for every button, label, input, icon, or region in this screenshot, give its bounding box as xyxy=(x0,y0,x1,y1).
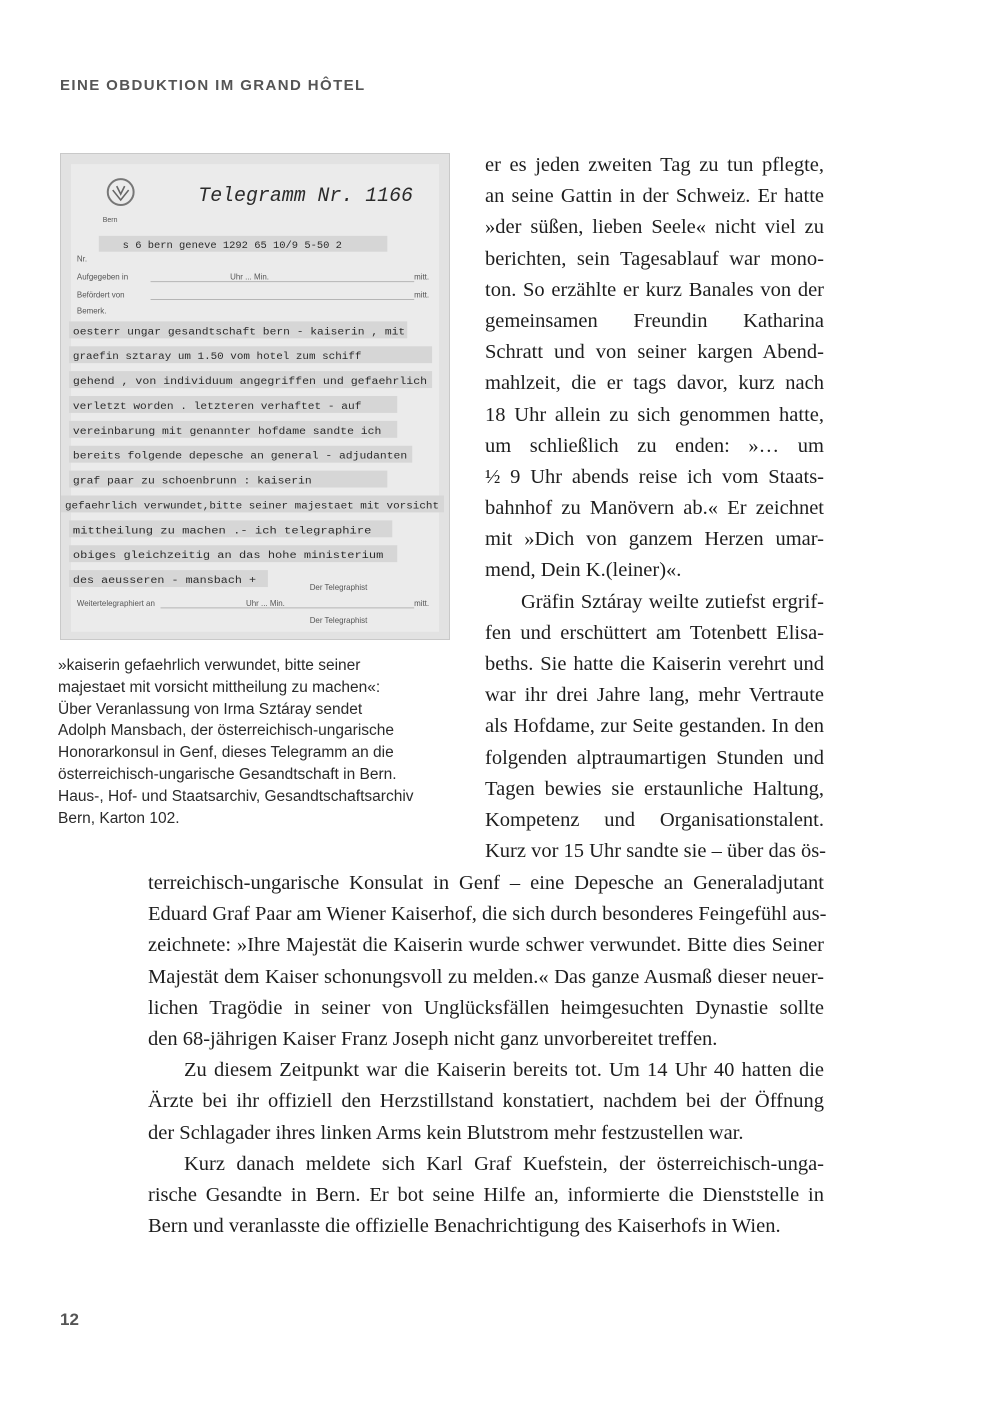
text-line: bahnhof zu Manövern ab.« Er zeichnet xyxy=(485,497,824,520)
text-line: ton. So erzählte er kurz Banales von der xyxy=(485,278,824,301)
text-line: mit »Dich von ganzem Herzen umar- xyxy=(485,528,824,551)
svg-text:mitt.: mitt. xyxy=(414,598,430,608)
text-line: Majestät dem Kaiser schonungsvoll zu melden.« Das ganze Ausmaß dieser neuer- xyxy=(148,965,824,988)
text-line: Kurz vor 15 Uhr sandte sie – über das ös- xyxy=(485,840,827,863)
telegram-line: des aeusseren - mansbach + xyxy=(72,575,256,588)
svg-text:Uhr ... Min.: Uhr ... Min. xyxy=(246,598,285,608)
text-line: 18 Uhr allein zu sich genommen hatte, xyxy=(485,403,824,426)
text-line: zeichnete: »Ihre Majestät die Kaiserin wurde schwer verwundet. Bitte dies Seiner xyxy=(148,934,824,957)
text-line: um schließlich zu enden: »… um xyxy=(485,434,824,457)
text-line: mahlzeit, die er tags davor, kurz nach xyxy=(485,372,824,395)
telegram-photo xyxy=(60,153,450,640)
caption-line: Honorarkonsul in Genf, dieses Telegramm an die xyxy=(58,744,394,762)
svg-text:Uhr ... Min.: Uhr ... Min. xyxy=(230,272,269,282)
text-line: terreichisch-ungarische Konsulat in Genf – eine Depesche an Generaladjutant xyxy=(148,872,824,894)
text-line: den 68-jährigen Kaiser Franz Joseph nicht ganz unvorbereitet treffen. xyxy=(148,1027,718,1050)
text-line: gemeinsamen Freundin Katharina xyxy=(485,309,824,332)
body-text-full-width xyxy=(148,868,827,1242)
text-line: war ihr drei Jahre lang, mehr Vertraute xyxy=(485,684,824,707)
caption-line: »kaiserin gefaehrlich verwundet, bitte seiner xyxy=(58,657,361,674)
text-line: Schratt und von seiner kargen Abend- xyxy=(485,341,824,364)
svg-text:Nr.: Nr. xyxy=(76,254,88,264)
caption-line: Über Veranlassung von Irma Sztáray sendet xyxy=(58,700,363,718)
text-line: Tagen bewies sie erstaunliche Haltung, xyxy=(485,777,824,800)
telegram-line: gefaehrlich verwundet,bitte seiner majestaet mit vorsicht xyxy=(64,500,440,513)
text-line: als Hofdame, zur Seite gestanden. In den xyxy=(485,715,824,738)
svg-text:Befördert von: Befördert von xyxy=(76,290,125,300)
text-line: er es jeden zweiten Tag zu tun pflegte, xyxy=(485,154,824,176)
text-line: der Schlagader ihres linken Arms kein Blutstrom mehr festzustellen war. xyxy=(148,1121,744,1144)
text-line: Kompetenz und Organisationstalent. xyxy=(485,808,824,831)
telegram-line: bereits folgende depesche an general - adjudanten xyxy=(72,450,408,463)
caption-line: majestaet mit vorsicht mittheilung zu machen«: xyxy=(58,678,381,696)
telegram-line: graefin sztaray um 1.50 vom hotel zum schiff xyxy=(72,351,362,364)
svg-text:mitt.: mitt. xyxy=(414,290,430,300)
svg-text:Aufgegeben in: Aufgegeben in xyxy=(76,272,129,282)
text-line: fen und erschüttert am Totenbett Elisa- xyxy=(485,621,824,644)
telegram-line: s 6 bern geneve 1292 65 10/9 5-50 2 xyxy=(122,239,342,252)
telegram-line: verletzt worden . letzteren verhaftet - auf xyxy=(72,400,362,413)
text-line: rische Gesandte in Bern. Er bot seine Hilfe an, informierte die Dienststelle in xyxy=(148,1183,824,1206)
svg-text:mitt.: mitt. xyxy=(414,272,430,282)
text-line: Bern und veranlasste die offizielle Benachrichtigung des Kaiserhofs in Wien. xyxy=(148,1215,781,1238)
text-line: berichten, sein Tagesablauf war mono- xyxy=(485,247,824,270)
text-line: Kurz danach meldete sich Karl Graf Kuefstein, der österreichisch-unga- xyxy=(184,1152,824,1175)
telegram-line: obiges gleichzeitig an das hohe ministerium xyxy=(72,550,384,563)
text-line: an seine Gattin in der Schweiz. Er hatte xyxy=(485,185,824,208)
text-line: lichen Tragödie in seiner von Unglücksfällen heimgesuchten Dynastie sollte xyxy=(148,996,824,1019)
caption-line: Adolph Mansbach, der österreichisch-ungarische xyxy=(58,722,395,740)
text-line: ½ 9 Uhr abends reise ich vom Staats- xyxy=(485,465,824,488)
text-line: Eduard Graf Paar am Wiener Kaiserhof, die sich durch besonderes Feingefühl aus- xyxy=(148,903,827,926)
text-line: Gräfin Sztáray weilte zutiefst ergrif- xyxy=(521,590,824,613)
text-line: folgenden alptraumartigen Stunden und xyxy=(485,746,824,769)
text-line: mend, Dein K.(leiner)«. xyxy=(485,559,682,582)
svg-text:Weitertelegraphiert an: Weitertelegraphiert an xyxy=(76,598,155,608)
caption-line: Haus-, Hof- und Staatsarchiv, Gesandtschaftsarchiv xyxy=(58,787,414,805)
telegram-line: graf paar zu schoenbrunn : kaiserin xyxy=(72,475,312,488)
svg-text:Bemerk.: Bemerk. xyxy=(76,306,107,316)
text-line: »der süßen, lieben Seele« nicht viel zu xyxy=(485,216,824,239)
svg-text:Der Telegraphist: Der Telegraphist xyxy=(309,583,368,593)
telegram-line: oesterr ungar gesandtschaft bern - kaiserin , mit xyxy=(72,326,406,339)
text-line: Ärzte bei ihr offiziell den Herzstillstand konstatiert, nachdem bei der Öffnung xyxy=(148,1090,824,1113)
telegram-line: vereinbarung mit genannter hofdame sandte ich xyxy=(72,425,382,438)
telegram-line: mittheilung zu machen .- ich telegraphire xyxy=(72,525,372,538)
text-line: Zu diesem Zeitpunkt war die Kaiserin bereits tot. Um 14 Uhr 40 hatten die xyxy=(184,1059,824,1082)
caption-line: Bern, Karton 102. xyxy=(58,809,180,827)
telegram-line: gehend , von individuum angegriffen und gefaehrlich xyxy=(72,376,428,389)
body-text-column xyxy=(485,150,827,867)
svg-text:Der Telegraphist: Der Telegraphist xyxy=(309,615,368,625)
caption-line: österreichisch-ungarische Gesandtschaft in Bern. xyxy=(58,765,397,783)
page-number: 12 xyxy=(60,1310,79,1329)
running-head: EINE OBDUKTION IM GRAND HÔTEL xyxy=(60,77,366,94)
telegram-heading: Telegramm Nr. 1166 xyxy=(198,184,413,208)
figure-caption xyxy=(58,655,453,829)
svg-text:Bern: Bern xyxy=(102,216,118,224)
text-line: beths. Sie hatte die Kaiserin verehrt und xyxy=(485,653,824,675)
